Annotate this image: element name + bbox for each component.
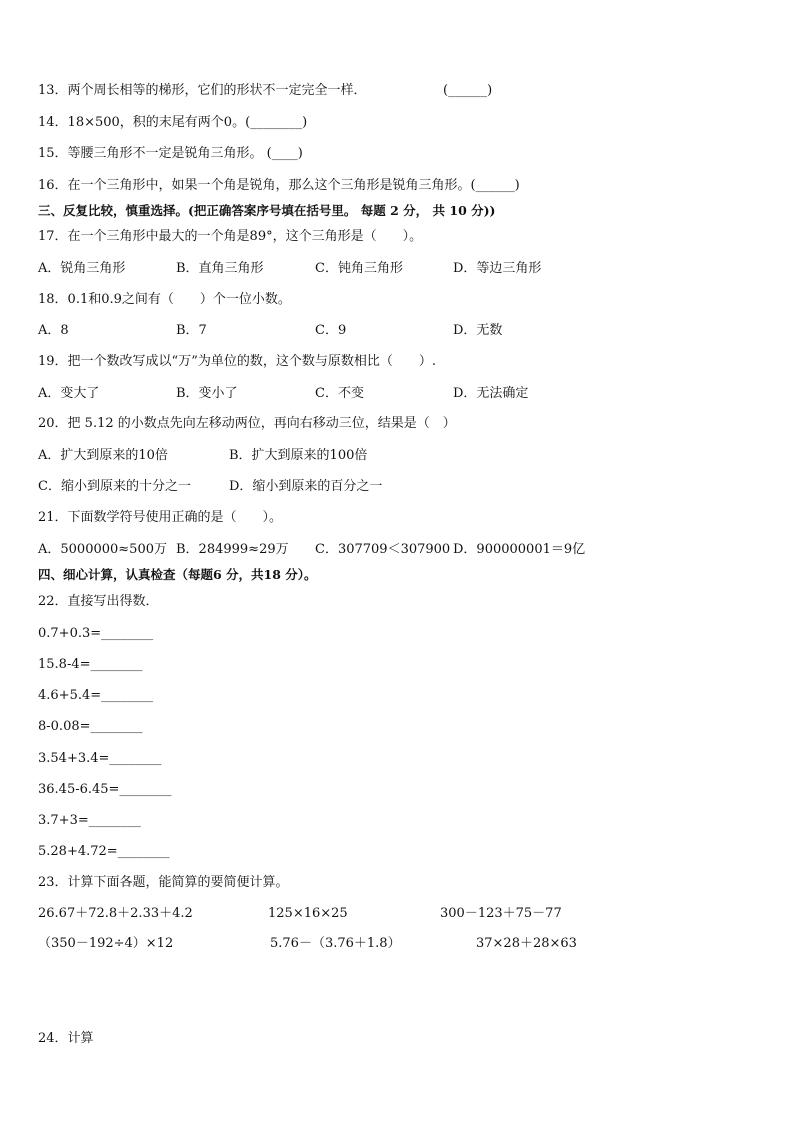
calc-item: 3.7+3=________ — [38, 813, 141, 828]
calc-item: 4.6+5.4=________ — [38, 688, 154, 703]
calc-expression: 125×16×25 — [268, 906, 348, 921]
question-19: 19．把一个数改写成以“万”为单位的数，这个数与原数相比（ ）. — [38, 354, 436, 369]
option-b: B．7 — [176, 323, 207, 338]
calc-item: 15.8-4=________ — [38, 657, 143, 672]
option-c: C．307709＜307900 — [315, 542, 451, 557]
question-23: 23．计算下面各题，能简算的要简便计算。 — [38, 875, 289, 890]
question-15 — [38, 145, 303, 163]
question-24: 24．计算 — [38, 1031, 94, 1046]
question-number: 15． — [38, 146, 68, 161]
option-c: C．钝角三角形 — [315, 261, 403, 276]
option-d: D．无法确定 — [453, 386, 529, 401]
question-number: 14． — [38, 115, 68, 130]
option-c: C．不变 — [315, 386, 364, 401]
option-a: A．8 — [38, 323, 69, 338]
calc-expression: 300－123＋75－77 — [440, 906, 562, 921]
calc-item: 5.28+4.72=________ — [38, 844, 170, 859]
option-c: C．缩小到原来的十分之一 — [38, 479, 191, 494]
question-number: 13． — [38, 83, 68, 98]
question-13 — [38, 82, 367, 100]
calc-expression: 37×28＋28×63 — [476, 936, 577, 951]
calc-item: 0.7+0.3=________ — [38, 626, 154, 641]
option-a: A．锐角三角形 — [38, 261, 126, 276]
option-b: B．284999≈29万 — [176, 542, 289, 557]
question-14 — [38, 114, 307, 132]
option-b: B．变小了 — [176, 386, 238, 401]
option-b: B．扩大到原来的100倍 — [229, 448, 368, 463]
calc-expression: 26.67＋72.8＋2.33＋4.2 — [38, 906, 193, 921]
option-d: D．等边三角形 — [453, 261, 542, 276]
option-d: D．无数 — [453, 323, 503, 338]
option-a: A．扩大到原来的10倍 — [38, 448, 168, 463]
option-d: D．900000001＝9亿 — [453, 542, 586, 557]
question-text: 18×500，积的末尾有两个0。(________) — [67, 115, 308, 130]
question-22: 22．直接写出得数． — [38, 594, 159, 609]
question-21: 21．下面数学符号使用正确的是（ ）。 — [38, 510, 283, 525]
question-number: 16． — [38, 178, 68, 193]
question-16 — [38, 177, 520, 195]
calc-expression: （350－192÷4）×12 — [38, 936, 174, 951]
question-text: 两个周长相等的梯形，它们的形状不一定完全一样． — [67, 83, 367, 98]
option-a: A．5000000≈500万 — [38, 542, 167, 557]
answer-blank: (______) — [443, 83, 493, 98]
option-d: D．缩小到原来的百分之一 — [229, 479, 383, 494]
option-b: B．直角三角形 — [176, 261, 264, 276]
calc-item: 36.45-6.45=________ — [38, 782, 172, 797]
option-c: C．9 — [315, 323, 347, 338]
question-text: 等腰三角形不一定是锐角三角形。 (____) — [67, 146, 303, 161]
section-heading: 四、细心计算，认真检查（每题6 分，共18 分）。 — [38, 567, 317, 582]
section-heading: 三、反复比较，慎重选择。(把正确答案序号填在括号里。 每题 2 分， 共 10 分)) — [38, 203, 496, 218]
option-a: A．变大了 — [38, 386, 100, 401]
question-text: 在一个三角形中，如果一个角是锐角，那么这个三角形是锐角三角形。(______) — [67, 178, 520, 193]
question-20: 20．把 5.12 的小数点先向左移动两位，再向右移动三位，结果是（ ） — [38, 416, 456, 431]
question-18: 18．0.1和0.9之间有（ ）个一位小数。 — [38, 292, 291, 307]
calc-item: 8-0.08=________ — [38, 719, 143, 734]
calc-item: 3.54+3.4=________ — [38, 751, 162, 766]
calc-expression: 5.76－（3.76＋1.8） — [270, 936, 401, 951]
question-17: 17．在一个三角形中最大的一个角是89°，这个三角形是（ ）。 — [38, 229, 423, 244]
